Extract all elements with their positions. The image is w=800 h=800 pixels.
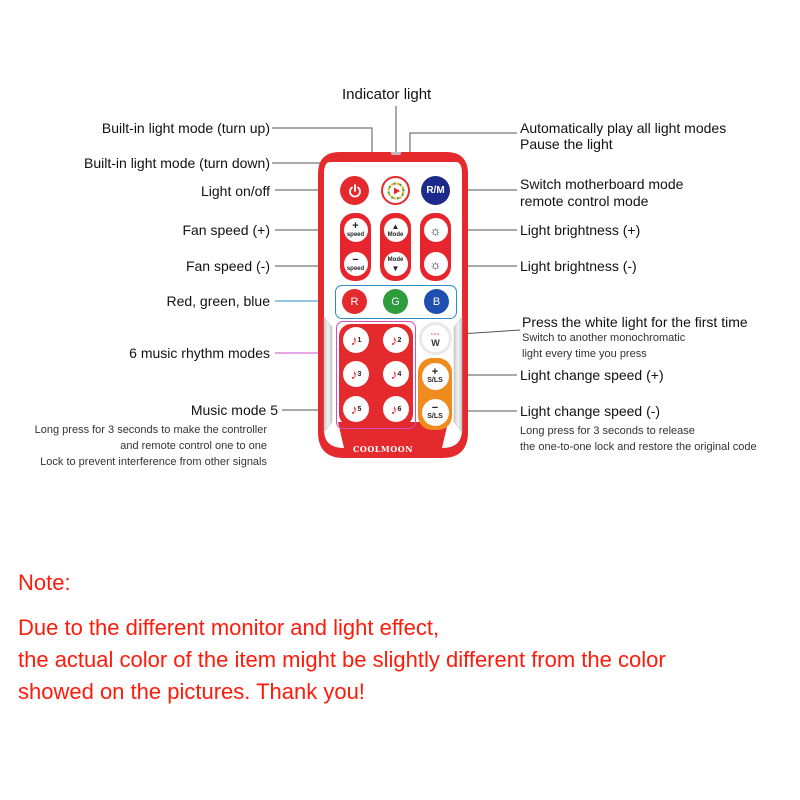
music5-desc-3: Lock to prevent interference from other signals [40,456,267,468]
label-builtin-down: Built-in light mode (turn down) [84,155,270,171]
label-music-modes: 6 music rhythm modes [129,345,270,361]
bulb-bright-icon: ☼ [429,222,442,238]
label-auto-play: Automatically play all light modes [520,120,727,136]
label-bright-plus: Light brightness (+) [520,222,641,238]
rm-button[interactable] [421,176,450,205]
power-button[interactable] [340,176,369,205]
music-mode-5-button[interactable]: ♪ 5 [343,396,369,422]
rainbow-dots-icon: ••• [430,331,441,338]
label-fan-minus: Fan speed (-) [185,258,270,274]
rainbow-play-icon [387,182,405,200]
white-desc-1: Switch to another monochromatic [522,332,686,344]
power-icon [348,184,362,198]
brightness-pill [420,213,451,281]
label-change-plus: Light change speed (+) [520,367,664,383]
mode-up-button[interactable]: ▲ Mode [384,218,408,242]
fan-speed-plus-button[interactable]: + speed [344,218,368,242]
bulb-dim-icon: ☼ [429,256,442,272]
label-light-onoff: Light on/off [200,183,270,199]
music5-desc-1: Long press for 3 seconds to make the controller [34,424,267,436]
label-switch-mb: Switch motherboard mode [520,176,684,192]
mode-pill [380,213,411,281]
white-desc-2: light every time you press [522,348,647,360]
green-button[interactable]: G [383,289,408,314]
label-change-minus: Light change speed (-) [520,403,661,419]
red-button[interactable]: R [342,289,367,314]
music-mode-4-button[interactable]: ♪ 4 [383,361,409,387]
label-builtin-up: Built-in light mode (turn up) [101,120,270,136]
change-speed-plus-button[interactable]: + S/LS [422,363,449,390]
fan-speed-minus-button[interactable]: − speed [344,252,368,276]
music-mode-3-button[interactable]: ♪ 3 [343,361,369,387]
label-pause: Pause the light [520,136,613,152]
music-mode-1-button[interactable]: ♪ 1 [343,327,369,353]
music5-desc-2: and remote control one to one [120,440,267,452]
change-speed-pill [418,358,452,430]
note-line-1: Due to the different monitor and light effect, [18,615,440,640]
triangle-up-icon: ▲ [391,221,400,231]
label-bright-minus: Light brightness (-) [520,258,637,274]
label-remote-mode: remote control mode [520,193,649,209]
blue-button[interactable]: B [424,289,449,314]
note-line-2: the actual color of the item might be slightly different from the color [18,647,666,672]
rm-label: R/M [426,185,445,196]
label-indicator: Indicator light [342,86,432,103]
auto-play-button[interactable] [381,176,410,205]
mode-down-button[interactable]: Mode ▼ [384,252,408,276]
label-rgb: Red, green, blue [166,293,270,309]
music-mode-6-button[interactable]: ♪ 6 [383,396,409,422]
white-light-button[interactable]: ••• W [422,325,449,352]
brand-logo: COOLMOON [353,444,414,454]
label-white-first: Press the white light for the first time [522,314,748,330]
note-line-3: showed on the pictures. Thank you! [18,679,365,704]
fan-speed-pill [340,213,371,281]
change-speed-minus-button[interactable]: − S/LS [422,399,449,426]
label-music5: Music mode 5 [190,402,278,418]
brightness-plus-button[interactable] [424,218,448,242]
triangle-down-icon: ▼ [391,263,400,273]
music-mode-2-button[interactable]: ♪ 2 [383,327,409,353]
brightness-minus-button[interactable] [424,252,448,276]
note-title: Note: [18,570,71,595]
change-desc-1: Long press for 3 seconds to release [520,425,695,437]
label-fan-plus: Fan speed (+) [182,222,270,238]
change-desc-2: the one-to-one lock and restore the original code [520,441,757,453]
